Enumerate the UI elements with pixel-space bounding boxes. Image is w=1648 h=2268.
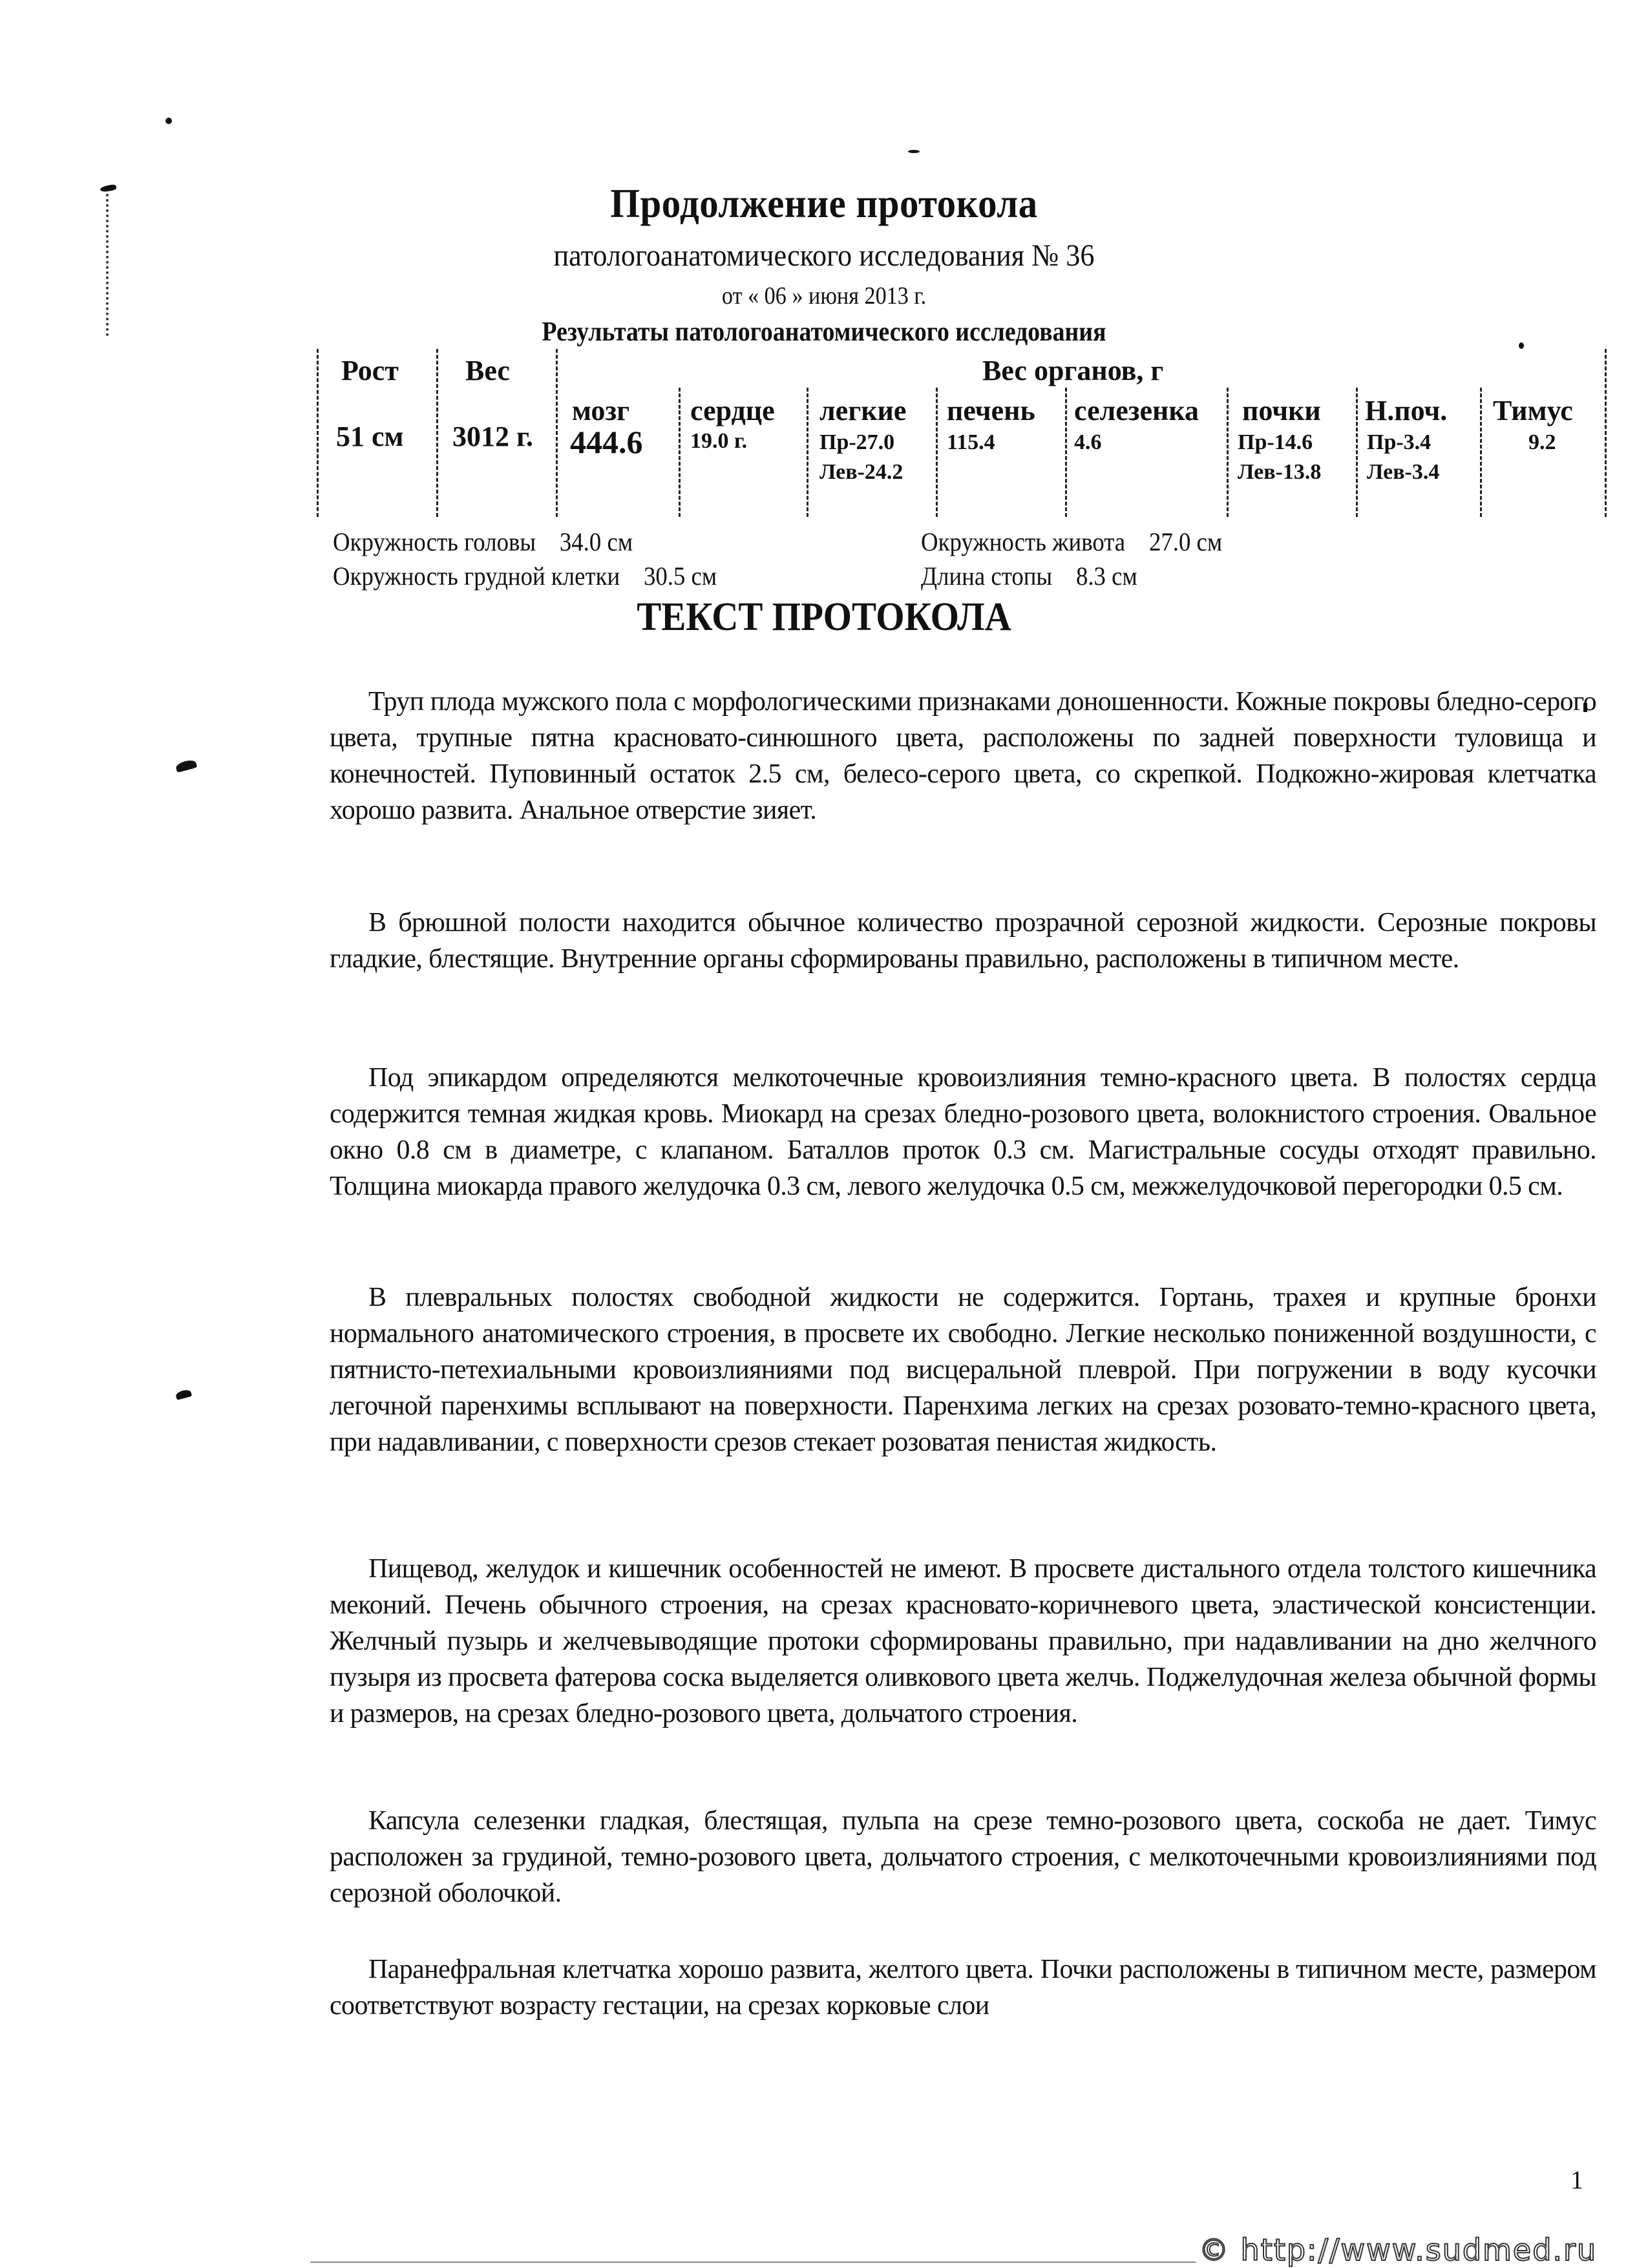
head-circumference bbox=[333, 527, 633, 557]
scan-speck bbox=[165, 118, 172, 124]
foot-length-label: Длина стопы bbox=[921, 562, 1053, 591]
organ-value-lungs-right: Пр-27.0 bbox=[819, 430, 895, 454]
organ-value-liver: 115.4 bbox=[947, 430, 995, 454]
site-watermark: © http://www.sudmed.ru bbox=[1199, 2232, 1598, 2267]
organ-value-heart: 19.0 г. bbox=[690, 429, 748, 453]
height-value: 51 см bbox=[336, 421, 404, 452]
chest-circumference-label: Окружность грудной клетки bbox=[333, 562, 620, 591]
organ-weights-label: Вес органов, г bbox=[982, 355, 1164, 386]
document-subtitle: патологоанатомического исследования № 36 bbox=[553, 238, 1095, 273]
abdomen-circumference-value: 27.0 см bbox=[1148, 527, 1223, 556]
organ-value-adrenals-left: Лев-3.4 bbox=[1367, 460, 1440, 484]
bottom-scan-line bbox=[310, 2262, 1196, 2263]
organ-value-lungs-left: Лев-24.2 bbox=[819, 460, 903, 484]
table-divider bbox=[1605, 349, 1607, 517]
head-circumference-label: Окружность головы bbox=[333, 527, 536, 556]
organ-name-brain: мозг bbox=[572, 395, 630, 426]
protocol-paragraph: Под эпикардом определяются мелкоточечные кровоизлияния темно-красного цвета. В полостях сердца содержится темная жидкая кровь. Миокард на срезах бледно-розового цвета, волокнистого строения. Овальное окно 0.8 см в диаметре, с клапаном. Баталлов проток 0.3 см. Магистральные сосуды отходят правильно. Толщина миокарда правого желудочка 0.3 см, левого желудочка 0.5 см, межжелудочковой перегородки 0.5 см. bbox=[330, 1063, 1596, 1201]
protocol-paragraph: Паранефральная клетчатка хорошо развита, желтого цвета. Почки расположены в типичном месте, размером соответствуют возрасту гестации, на срезах корковые слои bbox=[330, 1955, 1596, 2021]
protocol-date: от « 06 » июня 2013 г. bbox=[721, 282, 927, 310]
foot-length bbox=[921, 561, 1137, 591]
abdomen-circumference bbox=[921, 527, 1222, 557]
organ-name-heart: сердце bbox=[690, 395, 775, 426]
table-divider bbox=[436, 349, 438, 517]
protocol-paragraph: Капсула селезенки гладкая, блестящая, пульпа на срезе темно-розового цвета, соскоба не дает. Тимус расположен за грудиной, темно-розового цвета, дольчатого строения, с мелкоточечными кровоизлияниями под серозной оболочкой. bbox=[330, 1806, 1596, 1908]
organ-value-adrenals-right: Пр-3.4 bbox=[1367, 430, 1431, 454]
table-divider bbox=[1480, 388, 1482, 517]
abdomen-circumference-label: Окружность живота bbox=[921, 527, 1126, 556]
weight-value: 3012 г. bbox=[452, 421, 534, 452]
protocol-paragraph: В плевральных полостях свободной жидкости не содержится. Гортань, трахея и крупные бронхи нормального анатомического строения, в просвете их свободно. Легкие несколько пониженной воздушности, с пятнисто-петехиальными кровоизлияниями под висцеральной плеврой. При погружении в воду кусочки легочной паренхимы всплывают на поверхности. Паренхима легких на срезах розовато-темно-красного цвета, при надавливании, с поверхности срезов стекает розоватая пенистая жидкость. bbox=[330, 1283, 1596, 1457]
document-title: Продолжение протокола bbox=[610, 180, 1038, 226]
organ-name-liver: печень bbox=[947, 395, 1035, 426]
protocol-paragraph: Пищевод, желудок и кишечник особенностей не имеют. В просвете дистального отдела толстого кишечника меконий. Печень обычного строения, на срезах красновато-коричневого цвета, эластической консистенции. Желчный пузырь и желчевыводящие протоки сформированы правильно, при надавливании на дно желчного пузыря из просвета фатерова соска выделяется оливкового цвета желчь. Поджелудочная железа обычной формы и размеров, на срезах бледно-розового цвета, дольчатого строения. bbox=[330, 1554, 1596, 1728]
organ-weights-table bbox=[317, 349, 1616, 517]
head-circumference-value: 34.0 см bbox=[559, 527, 633, 556]
chest-circumference bbox=[333, 561, 717, 591]
table-divider bbox=[1227, 388, 1229, 517]
chest-circumference-value: 30.5 см bbox=[643, 562, 717, 591]
organ-value-thymus: 9.2 bbox=[1528, 430, 1556, 454]
organ-name-spleen: селезенка bbox=[1074, 395, 1199, 426]
organ-name-lungs: легкие bbox=[819, 395, 907, 426]
table-divider bbox=[1356, 388, 1358, 517]
weight-label: Вес bbox=[465, 355, 510, 386]
protocol-paragraph: В брюшной полости находится обычное количество прозрачной серозной жидкости. Серозные покровы гладкие, блестящие. Внутренние органы сформированы правильно, расположены в типичном месте. bbox=[330, 908, 1596, 974]
protocol-paragraph: Труп плода мужского пола с морфологическими признаками доношенности. Кожные покровы бледно-серого цвета, трупные пятна красновато-синюшного цвета, расположены по задней поверхности туловища и конечностей. Пуповинный остаток 2.5 см, белесо-серого цвета, со скрепкой. Подкожно-жировая клетчатка хорошо развита. Анальное отверстие зияет. bbox=[330, 687, 1596, 825]
organ-name-kidneys: почки bbox=[1242, 395, 1321, 426]
scan-speck bbox=[908, 150, 920, 153]
table-divider bbox=[936, 388, 938, 517]
organ-value-kidneys-right: Пр-14.6 bbox=[1238, 430, 1313, 454]
table-divider bbox=[807, 388, 808, 517]
hole-punch-mark bbox=[175, 759, 198, 773]
protocol-section-title: ТЕКСТ ПРОТОКОЛА bbox=[637, 595, 1011, 639]
organ-name-adrenals: Н.поч. bbox=[1365, 395, 1448, 426]
page-number: 1 bbox=[1570, 2165, 1583, 2194]
foot-length-value: 8.3 см bbox=[1075, 562, 1137, 591]
organ-value-kidneys-left: Лев-13.8 bbox=[1238, 460, 1322, 484]
height-label: Рост bbox=[341, 355, 399, 386]
table-divider bbox=[1065, 388, 1067, 517]
hole-punch-mark bbox=[175, 1389, 192, 1400]
organ-value-spleen: 4.6 bbox=[1074, 430, 1102, 454]
organ-value-brain: 444.6 bbox=[570, 424, 643, 460]
table-divider bbox=[317, 349, 319, 517]
results-heading: Результаты патологоанатомического исследования bbox=[542, 317, 1106, 347]
table-divider bbox=[679, 388, 681, 517]
organ-name-thymus: Тимус bbox=[1493, 395, 1573, 426]
table-divider bbox=[556, 349, 558, 517]
